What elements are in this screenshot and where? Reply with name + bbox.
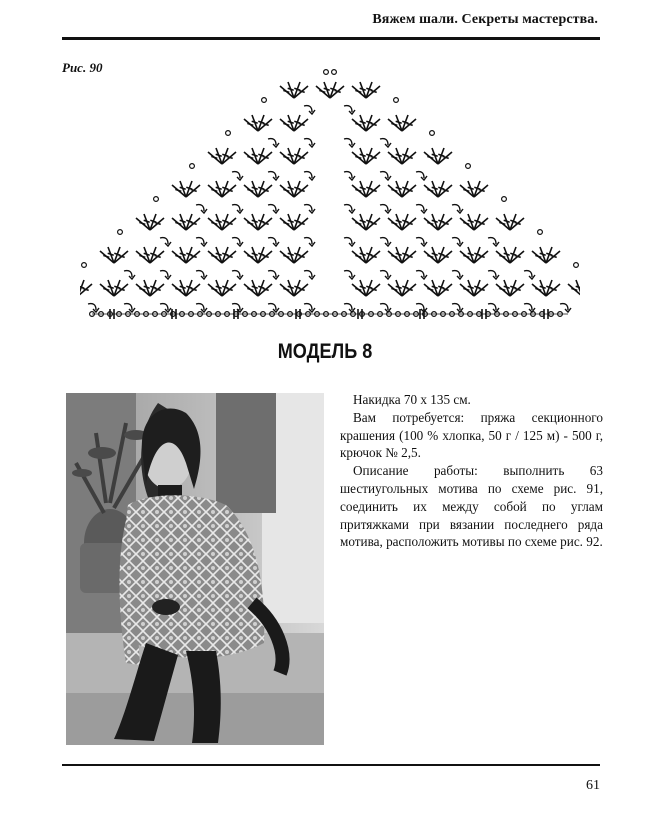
chain-stitch-symbol — [332, 70, 337, 75]
stitch-fan-symbol — [208, 181, 236, 197]
stitch-fan-symbol — [244, 115, 272, 131]
stitch-fan-symbol — [424, 148, 452, 164]
stitch-fan-symbol — [460, 280, 488, 296]
stitch-fan-symbol — [352, 247, 380, 263]
chain-stitch-symbol — [430, 131, 435, 136]
stitch-fan-symbol — [136, 280, 164, 296]
picot-arrow-symbol — [268, 172, 279, 180]
stitch-fan-symbol — [280, 181, 308, 197]
picot-arrow-symbol — [452, 205, 463, 213]
stitch-fan-symbol — [244, 181, 272, 197]
picot-arrow-symbol — [452, 238, 463, 246]
picot-arrow-symbol — [196, 271, 207, 279]
picot-arrow-symbol — [524, 304, 535, 312]
picot-arrow-symbol — [380, 172, 391, 180]
picot-arrow-symbol — [268, 304, 279, 312]
stitch-fan-symbol — [460, 247, 488, 263]
stitch-fan-symbol — [388, 214, 416, 230]
stitch-fan-symbol — [388, 115, 416, 131]
picot-arrow-symbol — [88, 304, 99, 312]
picot-arrow-symbol — [304, 172, 315, 180]
chain-stitch-symbol — [466, 164, 471, 169]
stitch-fan-symbol — [496, 214, 524, 230]
chain-stitch-symbol — [574, 263, 579, 268]
picot-arrow-symbol — [344, 304, 355, 312]
picot-arrow-symbol — [380, 304, 391, 312]
stitch-fan-symbol — [208, 247, 236, 263]
stitch-fan-symbol — [100, 247, 128, 263]
crochet-chart — [80, 64, 580, 326]
stitch-fan-symbol — [280, 280, 308, 296]
picot-arrow-symbol — [488, 271, 499, 279]
stitch-fan-symbol — [388, 247, 416, 263]
picot-arrow-symbol — [268, 271, 279, 279]
picot-arrow-symbol — [488, 238, 499, 246]
chain-stitch-symbol — [190, 164, 195, 169]
picot-arrow-symbol — [380, 271, 391, 279]
stitch-fan-symbol — [352, 280, 380, 296]
picot-arrow-symbol — [268, 238, 279, 246]
chain-stitch-symbol — [118, 230, 123, 235]
chain-stitch-symbol — [154, 197, 159, 202]
chain-stitch-symbol — [262, 98, 267, 103]
picot-arrow-symbol — [196, 205, 207, 213]
picot-arrow-symbol — [304, 106, 315, 114]
stitch-fan-symbol — [532, 247, 560, 263]
picot-arrow-symbol — [160, 271, 171, 279]
stitch-fan-symbol — [568, 280, 580, 296]
stitch-fan-symbol — [244, 148, 272, 164]
header-rule — [62, 37, 600, 40]
stitch-fan-symbol — [388, 280, 416, 296]
picot-arrow-symbol — [232, 271, 243, 279]
stitch-fan-symbol — [244, 280, 272, 296]
size-paragraph: Накидка 70 х 135 см. — [353, 392, 471, 407]
picot-arrow-symbol — [344, 271, 355, 279]
picot-arrow-symbol — [380, 139, 391, 147]
picot-arrow-symbol — [304, 205, 315, 213]
picot-arrow-symbol — [452, 304, 463, 312]
stitch-fan-symbol — [460, 214, 488, 230]
picot-arrow-symbol — [416, 271, 427, 279]
stitch-fan-symbol — [424, 247, 452, 263]
picot-arrow-symbol — [344, 238, 355, 246]
stitch-fan-symbol — [80, 280, 92, 296]
stitch-fan-symbol — [316, 82, 344, 98]
picot-arrow-symbol — [488, 304, 499, 312]
stitch-fan-symbol — [280, 148, 308, 164]
stitch-fan-symbol — [280, 214, 308, 230]
chain-stitch-symbol — [82, 263, 87, 268]
picot-arrow-symbol — [268, 205, 279, 213]
picot-arrow-symbol — [380, 238, 391, 246]
stitch-fan-symbol — [280, 247, 308, 263]
stitch-fan-symbol — [172, 214, 200, 230]
stitch-fan-symbol — [172, 247, 200, 263]
figure-label: Рис. 90 — [62, 60, 103, 75]
materials-paragraph: Вам потребуется: пряжа секционного крашения (100 % хлопка, 50 г / 125 м) - 500 г, крючок № 2,5. — [340, 409, 603, 461]
stitch-fan-symbol — [352, 181, 380, 197]
picot-arrow-symbol — [160, 238, 171, 246]
stitch-fan-symbol — [208, 148, 236, 164]
picot-arrow-symbol — [344, 139, 355, 147]
chain-stitch-symbol — [226, 131, 231, 136]
model-title: МОДЕЛЬ 8 — [277, 340, 373, 363]
stitch-fan-symbol — [388, 148, 416, 164]
picot-arrow-symbol — [232, 172, 243, 180]
stitch-fan-symbol — [424, 280, 452, 296]
picot-arrow-symbol — [124, 304, 135, 312]
stitch-fan-symbol — [460, 181, 488, 197]
picot-arrow-symbol — [560, 304, 571, 312]
picot-arrow-symbol — [160, 304, 171, 312]
stitch-fan-symbol — [424, 181, 452, 197]
stitch-fan-symbol — [424, 214, 452, 230]
stitch-fan-symbol — [280, 82, 308, 98]
picot-arrow-symbol — [232, 205, 243, 213]
chain-stitch-symbol — [502, 197, 507, 202]
stitch-fan-symbol — [352, 82, 380, 98]
picot-arrow-symbol — [304, 271, 315, 279]
stitch-fan-symbol — [208, 214, 236, 230]
stitch-fan-symbol — [532, 280, 560, 296]
picot-arrow-symbol — [304, 304, 315, 312]
picot-arrow-symbol — [344, 106, 355, 114]
picot-arrow-symbol — [416, 304, 427, 312]
page-number: 61 — [586, 778, 600, 793]
chain-stitch-symbol — [324, 70, 329, 75]
model-photo — [66, 393, 324, 745]
picot-arrow-symbol — [416, 172, 427, 180]
chain-stitch-symbol — [538, 230, 543, 235]
stitch-fan-symbol — [352, 148, 380, 164]
picot-arrow-symbol — [304, 139, 315, 147]
stitch-fan-symbol — [388, 181, 416, 197]
picot-arrow-symbol — [416, 205, 427, 213]
picot-arrow-symbol — [416, 238, 427, 246]
instructions-paragraph: Описание работы: выполнить 63 шестиугольных мотива по схеме рис. 91, соединить их между собой по углам притяжками при вязании последнего ряда мотива, расположить мотивы по схеме рис. 92. — [340, 463, 603, 550]
stitch-fan-symbol — [208, 280, 236, 296]
picot-arrow-symbol — [524, 271, 535, 279]
stitch-fan-symbol — [136, 214, 164, 230]
picot-arrow-symbol — [124, 271, 135, 279]
stitch-fan-symbol — [352, 214, 380, 230]
picot-arrow-symbol — [196, 238, 207, 246]
stitch-fan-symbol — [100, 280, 128, 296]
picot-arrow-symbol — [344, 172, 355, 180]
stitch-fan-symbol — [244, 247, 272, 263]
chain-stitch-symbol — [394, 98, 399, 103]
picot-arrow-symbol — [380, 205, 391, 213]
footer-rule — [62, 764, 600, 766]
picot-arrow-symbol — [344, 205, 355, 213]
stitch-fan-symbol — [172, 181, 200, 197]
stitch-fan-symbol — [352, 115, 380, 131]
model-description — [340, 391, 603, 551]
picot-arrow-symbol — [268, 139, 279, 147]
running-head: Вяжем шали. Секреты мастерства. — [372, 12, 598, 27]
stitch-fan-symbol — [280, 115, 308, 131]
stitch-fan-symbol — [496, 247, 524, 263]
stitch-fan-symbol — [136, 247, 164, 263]
picot-arrow-symbol — [452, 271, 463, 279]
picot-arrow-symbol — [232, 238, 243, 246]
picot-arrow-symbol — [304, 238, 315, 246]
stitch-fan-symbol — [172, 280, 200, 296]
stitch-fan-symbol — [496, 280, 524, 296]
picot-arrow-symbol — [196, 304, 207, 312]
stitch-fan-symbol — [244, 214, 272, 230]
